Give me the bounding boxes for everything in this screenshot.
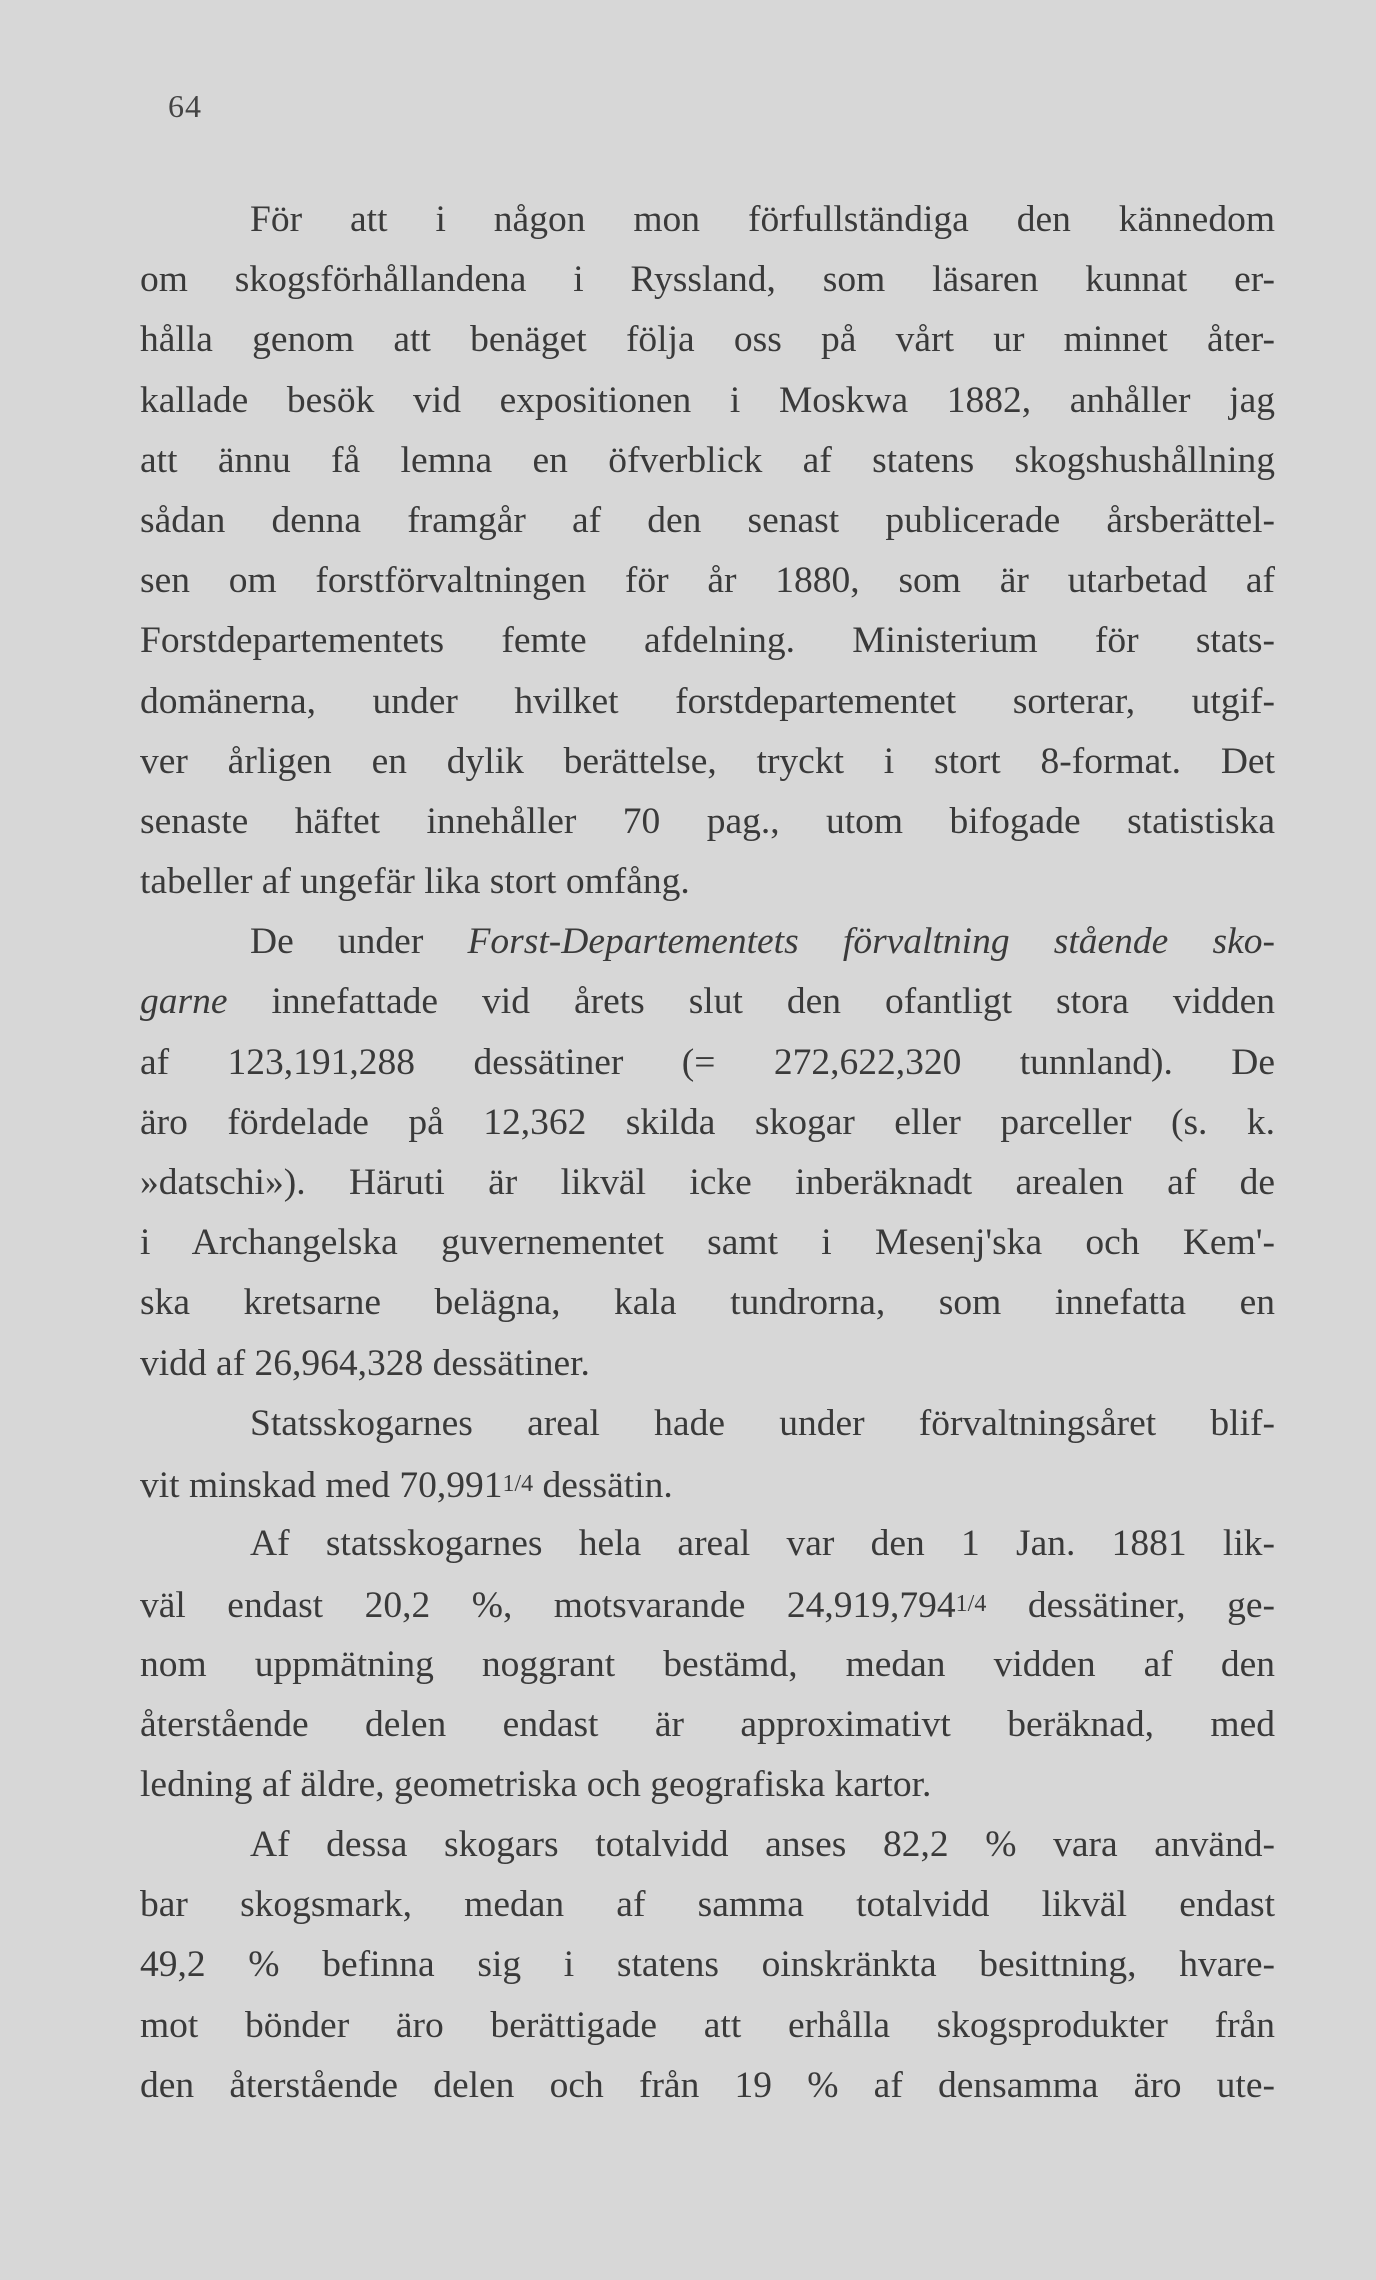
text-line: ledning af äldre, geometriska och geografiska kartor. <box>140 1763 932 1805</box>
text-line <box>140 1454 1275 1514</box>
text-line: sen om forstförvaltningen för år 1880, som är utarbetad af <box>140 560 1275 602</box>
text-fragment: De under <box>250 921 468 963</box>
text-line: kallade besök vid expositionen i Moskwa 1882, anhåller jag <box>140 379 1275 421</box>
text-line: att ännu få lemna en öfverblick af statens skogshushållning <box>140 439 1275 481</box>
paragraph-1 <box>140 190 1275 912</box>
text-fragment: dessätin. <box>533 1464 673 1506</box>
text-fragment: dessätiner, ge- <box>986 1585 1276 1627</box>
text-line: äro fördelade på 12,362 skilda skogar eller parceller (s. k. <box>140 1101 1275 1143</box>
text-line: senaste häftet innehåller 70 pag., utom bifogade statistiska <box>140 800 1275 842</box>
text-fragment: vit minskad med 70,991 <box>140 1464 503 1506</box>
paragraph-4 <box>140 1514 1275 1815</box>
paragraph-5 <box>140 1815 1275 2116</box>
text-line: vidd af 26,964,328 dessätiner. <box>140 1342 590 1384</box>
text-line <box>140 972 1275 1032</box>
text-line: 49,2 % befinna sig i statens oinskränkta besittning, hvare- <box>140 1944 1275 1986</box>
text-line: domänerna, under hvilket forstdepartementet sorterar, utgif- <box>140 680 1275 722</box>
text-line: Statsskogarnes areal hade under förvaltningsåret blif- <box>250 1402 1275 1444</box>
fraction: 1/4 <box>502 1470 534 1497</box>
text-fragment: innefattade vid årets slut den ofantligt stora vidden <box>271 981 1275 1023</box>
text-line: återstående delen endast är approximativt beräknad, med <box>140 1703 1275 1745</box>
text-line: sådan denna framgår af den senast publicerade årsberättel- <box>140 499 1275 541</box>
text-line: den återstående delen och från 19 % af densamma äro ute- <box>140 2064 1275 2106</box>
paragraph-3 <box>140 1394 1275 1514</box>
text-line: ver årligen en dylik berättelse, tryckt i stort 8-format. Det <box>140 740 1275 782</box>
text-line <box>140 1574 1275 1634</box>
text-line: om skogsförhållandena i Ryssland, som läsaren kunnat er- <box>140 259 1275 301</box>
text-line: För att i någon mon förfullständiga den kännedom <box>250 199 1275 240</box>
text-line: tabeller af ungefär lika stort omfång. <box>140 861 690 903</box>
text-line: ska kretsarne belägna, kala tundrorna, som innefatta en <box>140 1282 1275 1324</box>
text-line: Af statsskogarnes hela areal var den 1 Jan. 1881 lik- <box>250 1523 1275 1565</box>
text-line: »datschi»). Häruti är likväl icke inberäknadt arealen af de <box>140 1162 1275 1203</box>
paragraph-2 <box>140 912 1275 1394</box>
italic-phrase: Forst-Departementets förvaltning stående sko- <box>467 921 1275 963</box>
text-line: Af dessa skogars totalvidd anses 82,2 % vara använd- <box>250 1824 1275 1866</box>
text-line: i Archangelska guvernementet samt i Mesenj'ska och Kem'- <box>140 1222 1275 1264</box>
text-line: hålla genom att benäget följa oss på vårt ur minnet åter- <box>140 319 1275 361</box>
fraction: 1/4 <box>955 1591 987 1618</box>
page-number: 64 <box>168 88 202 124</box>
text-fragment: väl endast 20,2 %, motsvarande 24,919,794 <box>140 1585 956 1627</box>
body-text <box>140 190 1275 2116</box>
text-line: nom uppmätning noggrant bestämd, medan vidden af den <box>140 1643 1275 1685</box>
italic-phrase: garne <box>140 981 228 1023</box>
text-line: bar skogsmark, medan af samma totalvidd likväl endast <box>140 1884 1275 1926</box>
text-line: Forstdepartementets femte afdelning. Ministerium för stats- <box>140 620 1275 662</box>
text-line: af 123,191,288 dessätiner (= 272,622,320 tunnland). De <box>140 1041 1275 1083</box>
text-line <box>140 912 1275 972</box>
text-line: mot bönder äro berättigade att erhålla skogsprodukter från <box>140 2004 1275 2046</box>
